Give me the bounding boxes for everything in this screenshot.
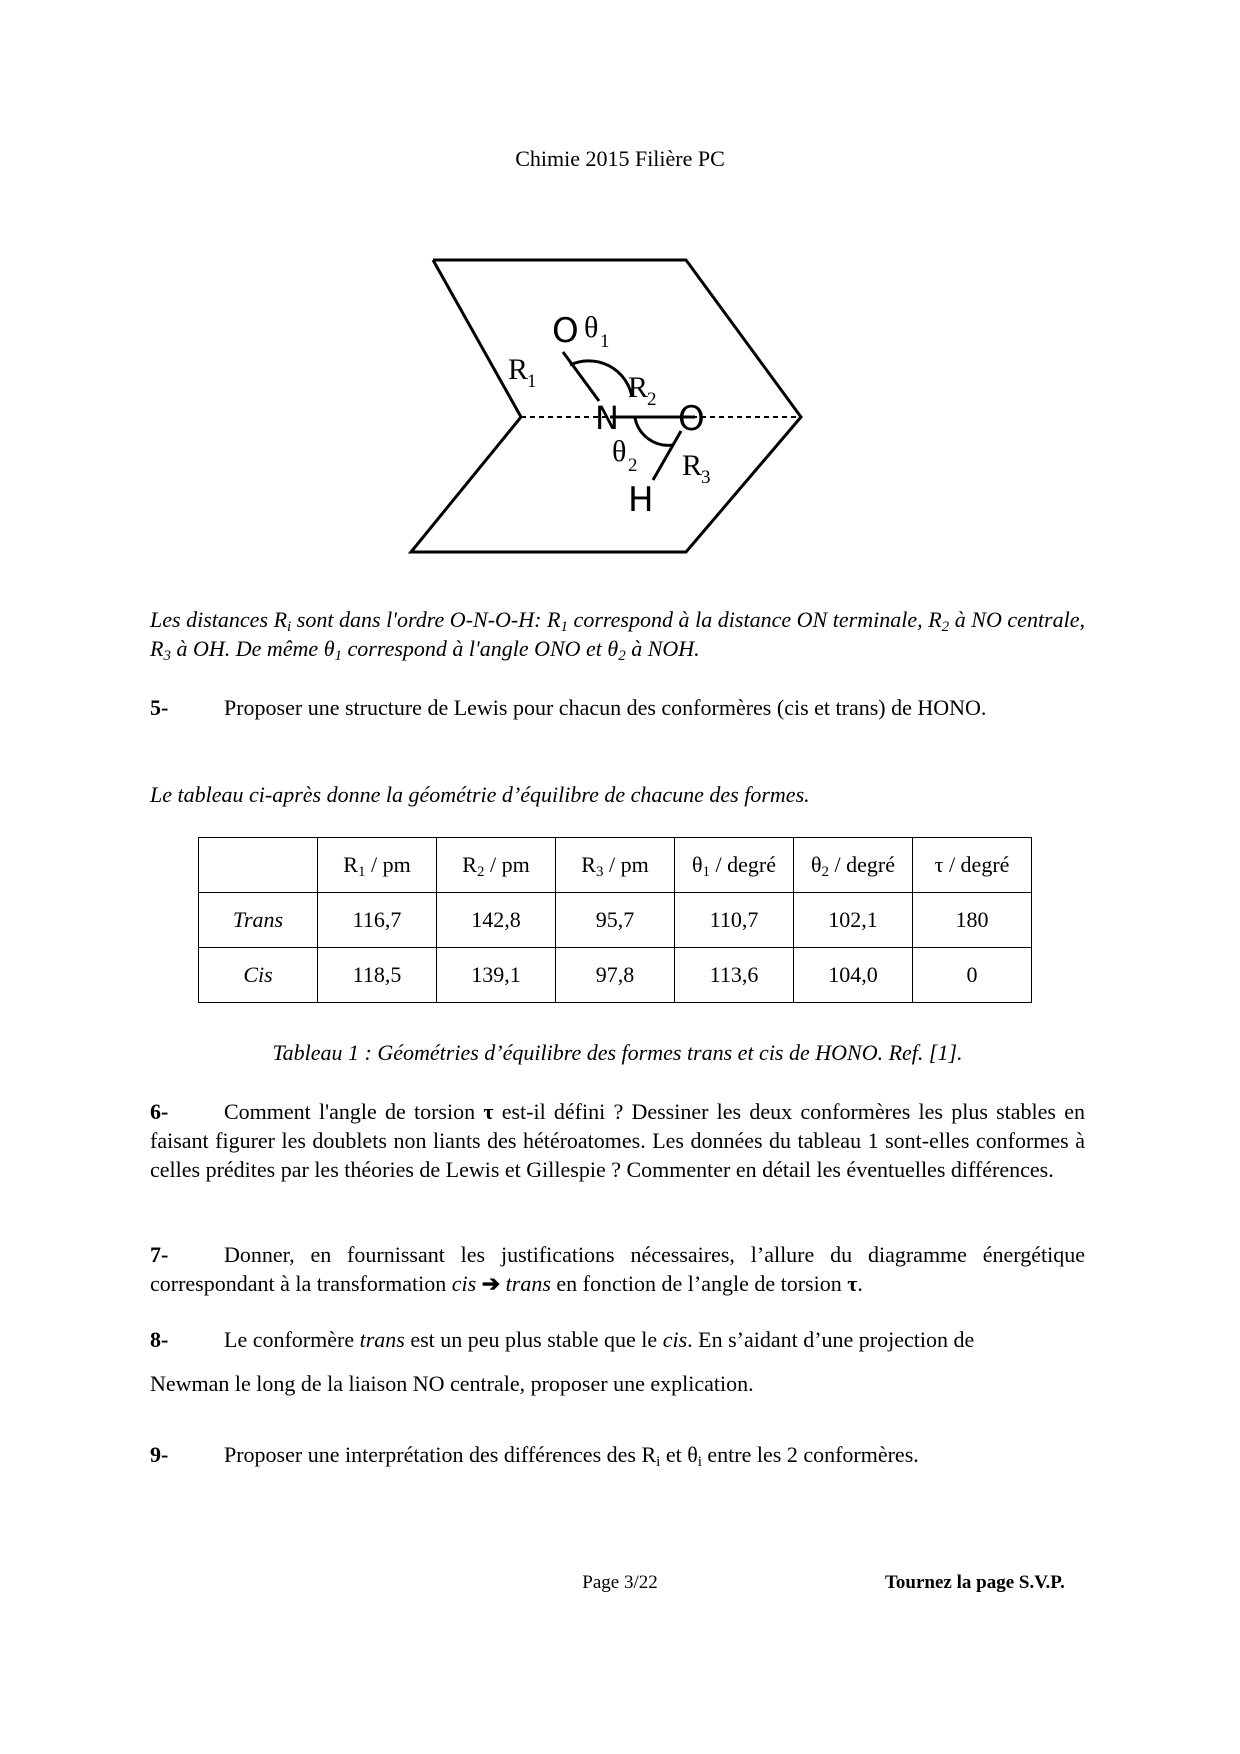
table-cell: 110,7 [675,893,794,948]
table-header-row [199,838,1032,893]
label-r3: R [682,449,703,482]
table-cell: 142,8 [437,893,556,948]
bond-r1 [563,352,599,401]
table-cell: 113,6 [675,948,794,1003]
question-8: 8- Le conformère trans est un peu plus stable que le cis. En s’aidant d’une projection de [150,1327,975,1352]
table-header-cell: $R_2$ / pm [437,838,556,893]
atom-n: N [595,399,619,437]
table-header-cell: $R_1$ / pm [318,838,437,893]
label-r3-sub: 3 [701,467,711,488]
page-header: Chimie 2015 Filière PC [515,146,725,171]
intro-paragraph: Les distances $R_i$ sont dans l'ordre O-N-O-H: $R_1$ correspond à la distance ON terminale, $R_2$ à NO centrale, $R_3$ à OH. De même $\theta_1$ correspond à l'angle ONO et $\theta_2$ à NOH. [150,607,1085,664]
page-number: Page 3/22 [582,1572,658,1593]
label-theta1-sub: 1 [600,331,610,352]
arrow-icon: ➔ [481,1271,501,1296]
bond-r3 [653,431,681,480]
table-header-cell: $\theta_2$ / degré [794,838,913,893]
table-header-cell: $\theta_1$ / degré [675,838,794,893]
geometry-table [198,837,1032,1003]
table-cell: 180 [913,893,1032,948]
question-5 [150,693,1085,722]
table-cell: 97,8 [556,948,675,1003]
table-cell: 95,7 [556,893,675,948]
table-header-cell: $R_3$ / pm [556,838,675,893]
label-r1: R [508,353,529,386]
label-r2: R [628,371,649,404]
table-cell: 139,1 [437,948,556,1003]
angle-theta2-arc [635,418,673,445]
atom-h: H [628,480,654,520]
table-cell: 102,1 [794,893,913,948]
label-r2-sub: 2 [647,389,657,410]
atom-o-top: O [552,311,579,351]
label-r1-sub: 1 [527,371,537,392]
table-intro: Le tableau ci-après donne la géométrie d’équilibre de chacune des formes. [150,782,810,807]
question-5-text: Proposer une structure de Lewis pour chacun des conformères (cis et trans) de HONO. [224,695,987,720]
table-cell: 116,7 [318,893,437,948]
atom-o-right: O [678,399,705,439]
question-7-number: 7- [150,1242,169,1267]
table-cell: 118,5 [318,948,437,1003]
label-theta1: θ [584,311,599,344]
table-row [199,893,1032,948]
question-9-number: 9- [150,1442,169,1467]
table-row-label: Trans [199,893,318,948]
table-header-cell [199,838,318,893]
hono-molecule-figure [400,255,820,555]
table-cell: 104,0 [794,948,913,1003]
question-8-line2: Newman le long de la liaison NO centrale, proposer une explication. [150,1371,754,1396]
question-6-number: 6- [150,1099,169,1124]
table-row-label: Cis [199,948,318,1003]
label-theta2-sub: 2 [628,455,638,476]
question-8-number: 8- [150,1327,169,1352]
hono-figure-svg [400,255,820,555]
question-6: 6- Comment l'angle de torsion τ est-il défini ? Dessiner les deux conformères les plus stables en faisant figurer les doublets non liants des hétéroatomes. Les données du tableau 1 sont-elles conformes à celles prédites par les théories de Lewis et Gillespie ? Commenter en détail les éventuelles différences. [150,1099,1085,1182]
table-header-cell: τ / degré [913,838,1032,893]
table-row [199,948,1032,1003]
turn-page-note: Tournez la page S.V.P. [885,1572,1065,1593]
angle-theta1-arc [570,361,632,397]
table-cell: 0 [913,948,1032,1003]
question-9: 9- Proposer une interprétation des différences des $R_i$ et $\theta_i$ entre les 2 conformères. [150,1442,919,1470]
question-7: 7- Donner, en fournissant les justifications nécessaires, l’allure du diagramme énergétique correspondant à la transformation cis ➔ trans en fonction de l’angle de torsion τ. [150,1242,1085,1296]
label-theta2: θ [612,435,627,468]
table-caption: Tableau 1 : Géométries d’équilibre des formes trans et cis de HONO. Ref. [1]. [272,1040,963,1065]
question-5-number: 5- [150,695,169,720]
